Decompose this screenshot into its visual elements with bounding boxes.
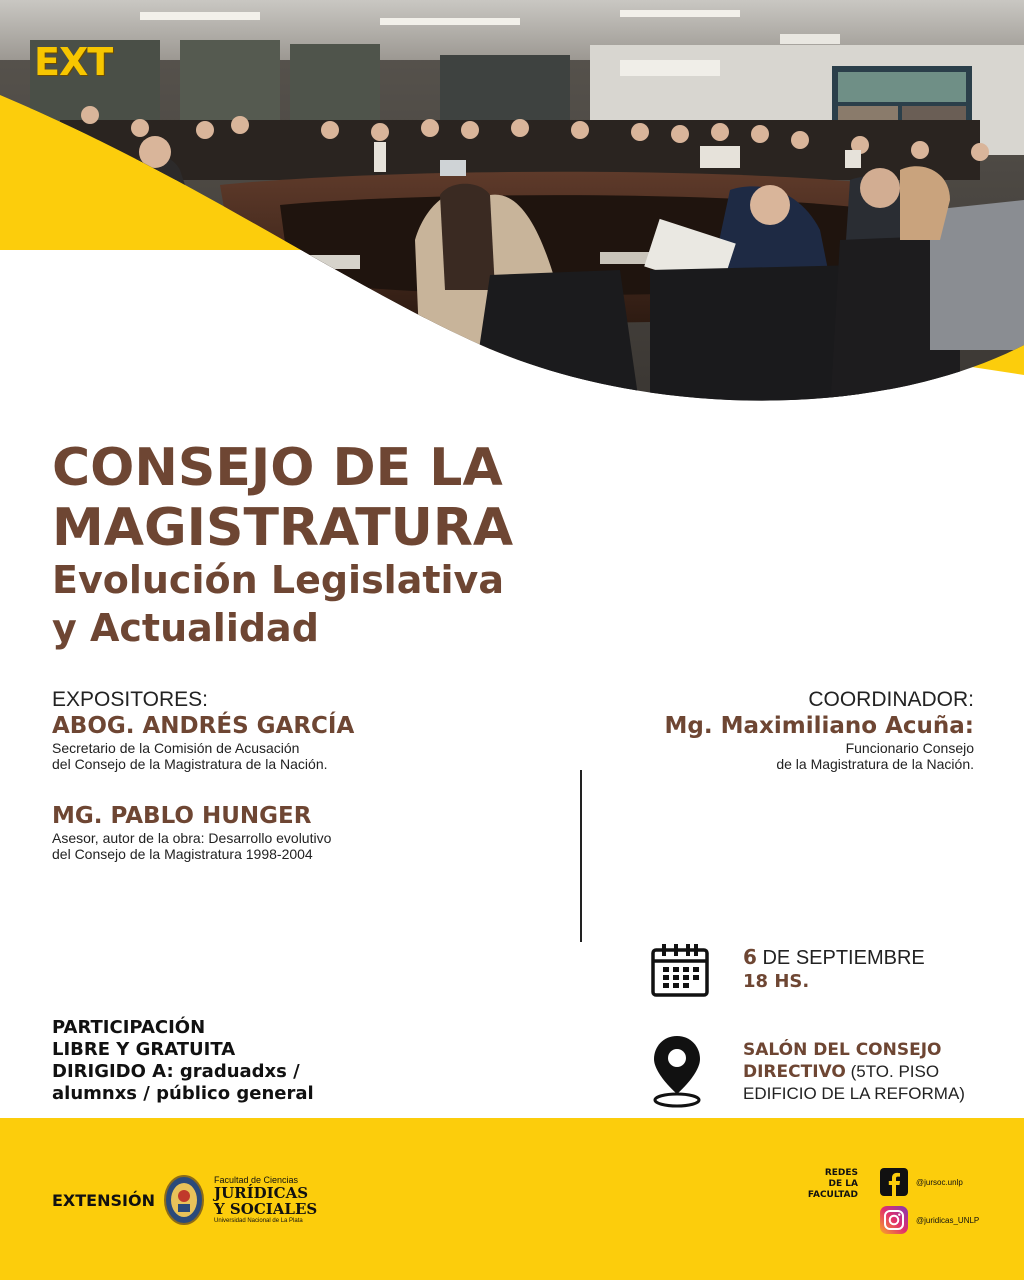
subtitle-line-1: Evolución Legislativa <box>52 558 504 602</box>
facebook-link[interactable] <box>880 1168 963 1196</box>
facebook-icon <box>880 1168 908 1196</box>
speaker-name: MG. PABLO HUNGER <box>52 803 312 829</box>
speakers-section <box>52 688 522 862</box>
social-label-line-2: DE LA <box>828 1179 858 1189</box>
participation-line-2: LIBRE Y GRATUITA <box>52 1039 236 1060</box>
coordinator-name: Mg. Maximiliano Acuña: <box>664 713 974 739</box>
speaker-name: ABOG. ANDRÉS GARCÍA <box>52 713 355 739</box>
header-photo <box>0 0 1024 410</box>
instagram-link[interactable] <box>880 1206 979 1234</box>
footer <box>0 1118 1024 1280</box>
participation-line-3: DIRIGIDO A: graduadxs / <box>52 1061 300 1082</box>
speaker-description: Secretario de la Comisión de Acusación <box>52 740 300 756</box>
instagram-handle: @juridicas_UNLP <box>916 1215 980 1225</box>
title-line-1: CONSEJO DE LA <box>52 438 503 498</box>
ext-badge: EXT <box>34 40 113 84</box>
social-label <box>790 1168 858 1201</box>
coordinator-description: Funcionario Consejo <box>845 740 974 756</box>
vertical-divider <box>580 770 582 942</box>
place-building: EDIFICIO DE LA REFORMA) <box>743 1084 965 1103</box>
meeting-room-photo <box>0 0 1024 410</box>
coordinator-description: de la Magistratura de la Nación. <box>776 756 974 772</box>
event-day: 6 <box>743 945 757 969</box>
page-title <box>52 438 513 558</box>
faculty-name-2: Y SOCIALES <box>214 1200 318 1218</box>
event-time: 18 HS. <box>743 971 810 992</box>
university-seal-icon <box>163 1174 205 1230</box>
participation-info <box>52 1017 392 1105</box>
faculty-logo <box>214 1175 317 1225</box>
extension-label: EXTENSIÓN <box>52 1191 155 1210</box>
speaker-description: del Consejo de la Magistratura 1998-2004 <box>52 846 313 862</box>
social-label-line-1: REDES <box>824 1168 858 1178</box>
instagram-icon <box>880 1206 908 1234</box>
speakers-label: EXPOSITORES: <box>52 688 208 711</box>
place-line-1: SALÓN DEL CONSEJO <box>743 1040 942 1060</box>
faculty-prefix: Facultad de Ciencias <box>214 1175 299 1185</box>
subtitle-line-2: y Actualidad <box>52 606 319 650</box>
coordinator-label: COORDINADOR: <box>808 688 974 711</box>
participation-line-4: alumnxs / público general <box>52 1083 314 1104</box>
page-subtitle <box>52 556 504 652</box>
participation-line-1: PARTICIPACIÓN <box>52 1017 206 1038</box>
place-line-2: DIRECTIVO <box>743 1062 846 1082</box>
place-floor: (5TO. PISO <box>845 1062 940 1081</box>
event-date <box>743 946 925 993</box>
calendar-icon <box>650 942 710 1002</box>
event-month: DE SEPTIEMBRE <box>756 947 925 969</box>
university-name: Universidad Nacional de La Plata <box>214 1218 303 1224</box>
speaker-description: del Consejo de la Magistratura de la Nación. <box>52 756 328 772</box>
event-place <box>743 1039 1003 1105</box>
coordinator-section <box>554 688 974 772</box>
facebook-handle: @jursoc.unlp <box>916 1177 963 1187</box>
title-line-2: MAGISTRATURA <box>52 498 514 558</box>
social-label-line-3: FACULTAD <box>807 1190 858 1200</box>
speaker-description: Asesor, autor de la obra: Desarrollo evolutivo <box>52 830 332 846</box>
faculty-name-1: JURÍDICAS <box>214 1184 309 1202</box>
location-pin-icon <box>651 1034 703 1112</box>
